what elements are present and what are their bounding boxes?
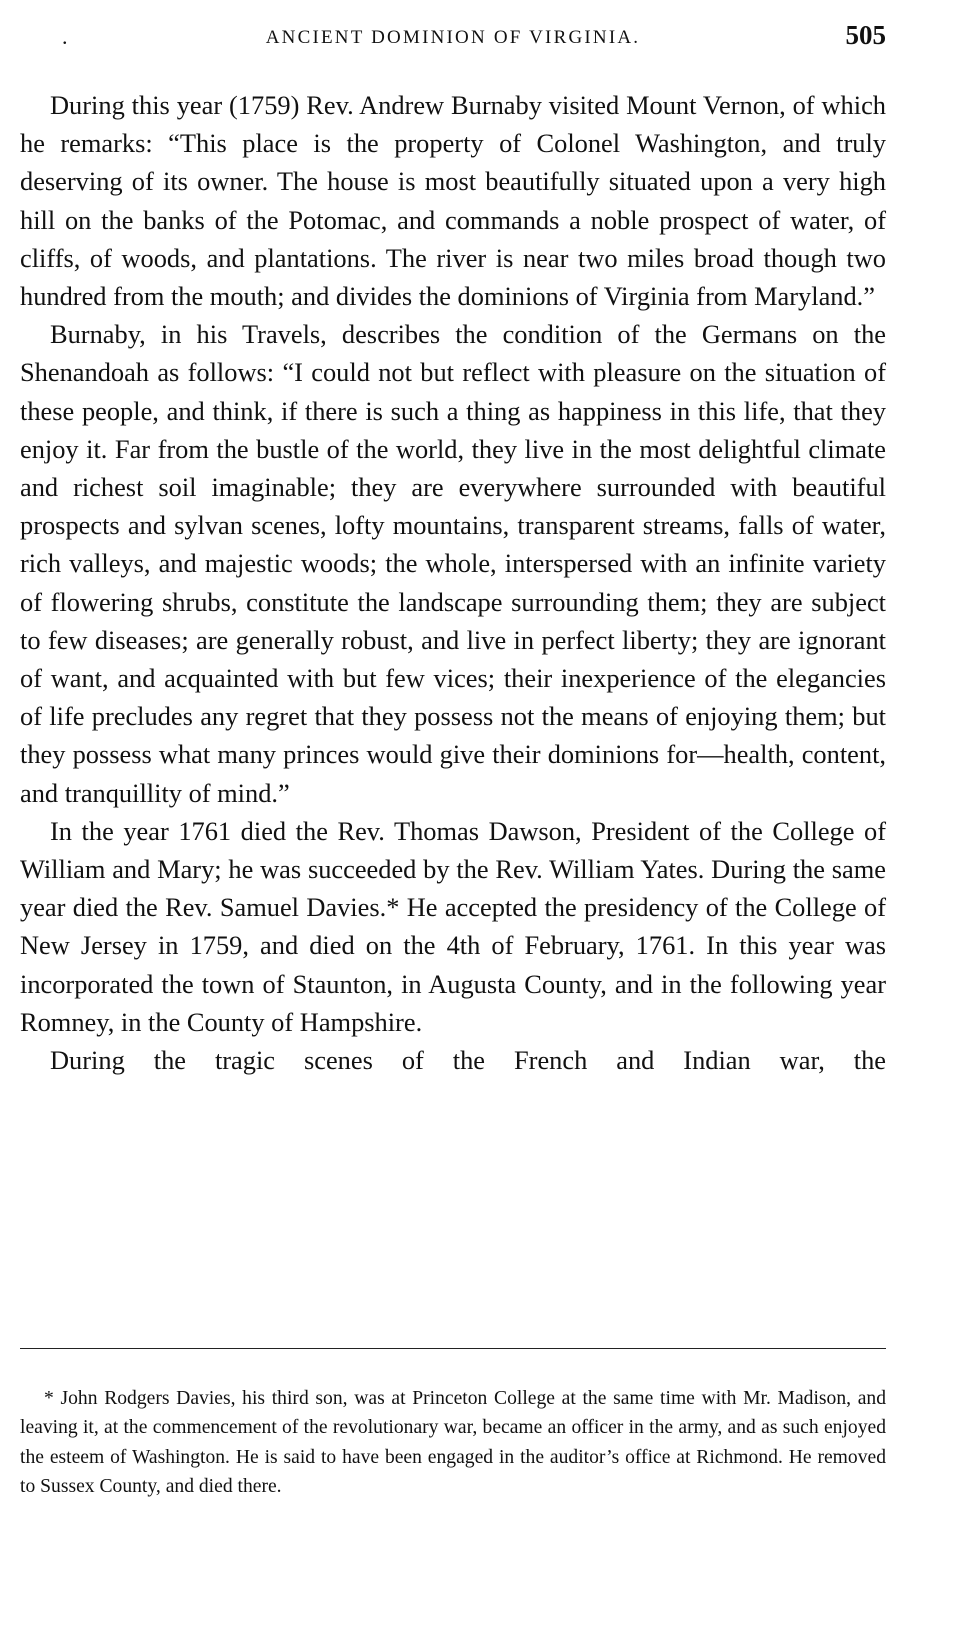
body-text	[20, 86, 886, 1079]
paragraph-french-indian-war: During the tragic scenes of the French and Indian war, the	[50, 1045, 886, 1076]
book-page	[20, 0, 886, 1631]
footnote-rule	[20, 1348, 886, 1349]
footnote	[20, 1384, 886, 1502]
running-head: ANCIENT DOMINION OF VIRGINIA.	[265, 27, 641, 48]
footnote-text: * John Rodgers Davies, his third son, was at Princeton College at the same time with Mr. Madison, and leaving it, at the commencement of the revolutionary war, became an officer in the army, and as such enjoyed the esteem of Washington. He is said to have been engaged in the auditor’s office at Richmond. He removed to Sussex County, and died there.	[20, 1388, 886, 1498]
page-number: 505	[845, 20, 886, 50]
paragraph-dawson-davies: In the year 1761 died the Rev. Thomas Dawson, President of the College of William and Mary; he was succeeded by the Rev. William Yates. During the same year died the Rev. Samuel Davies.* He accepted the presidency of the College of New Jersey in 1759, and died on the 4th of February, 1761. In this year was incorporated the town of Staunton, in Augusta County, and in the following year Romney, in the County of Hampshire.	[20, 815, 886, 1037]
page-header	[20, 18, 886, 54]
paragraph-germans-shenandoah: Burnaby, in his Travels, describes the condition of the Germans on the Shenandoah as follows: “I could not but reflect with pleasure on the situation of these people, and think, if there is such a thing as happiness in this life, that they enjoy it. Far from the bustle of the world, they live in the most delightful climate and richest soil imaginable; they are everywhere surrounded with beautiful prospects and sylvan scenes, lofty mountains, transparent streams, falls of water, rich valleys, and majestic woods; the whole, interspersed with an infinite variety of flowering shrubs, constitute the landscape surrounding them; they are subject to few diseases; are generally robust, and live in perfect liberty; they are ignorant of want, and acquainted with but few vices; their inexperience of the elegancies of life precludes any regret that they possess not the means of enjoying them; but they possess what many princes would give their dominions for—health, content, and tranquillity of mind.”	[20, 319, 886, 808]
header-mark: .	[62, 24, 68, 49]
paragraph-burnaby-mount-vernon: During this year (1759) Rev. Andrew Burnaby visited Mount Vernon, of which he remarks: “This place is the property of Colonel Washington, and truly deserving of its owner. The house is most beautifully situated upon a very high hill on the banks of the Potomac, and commands a noble prospect of water, of cliffs, of woods, and plantations. The river is near two miles broad though two hundred from the mouth; and divides the dominions of Virginia from Maryland.”	[20, 90, 886, 312]
